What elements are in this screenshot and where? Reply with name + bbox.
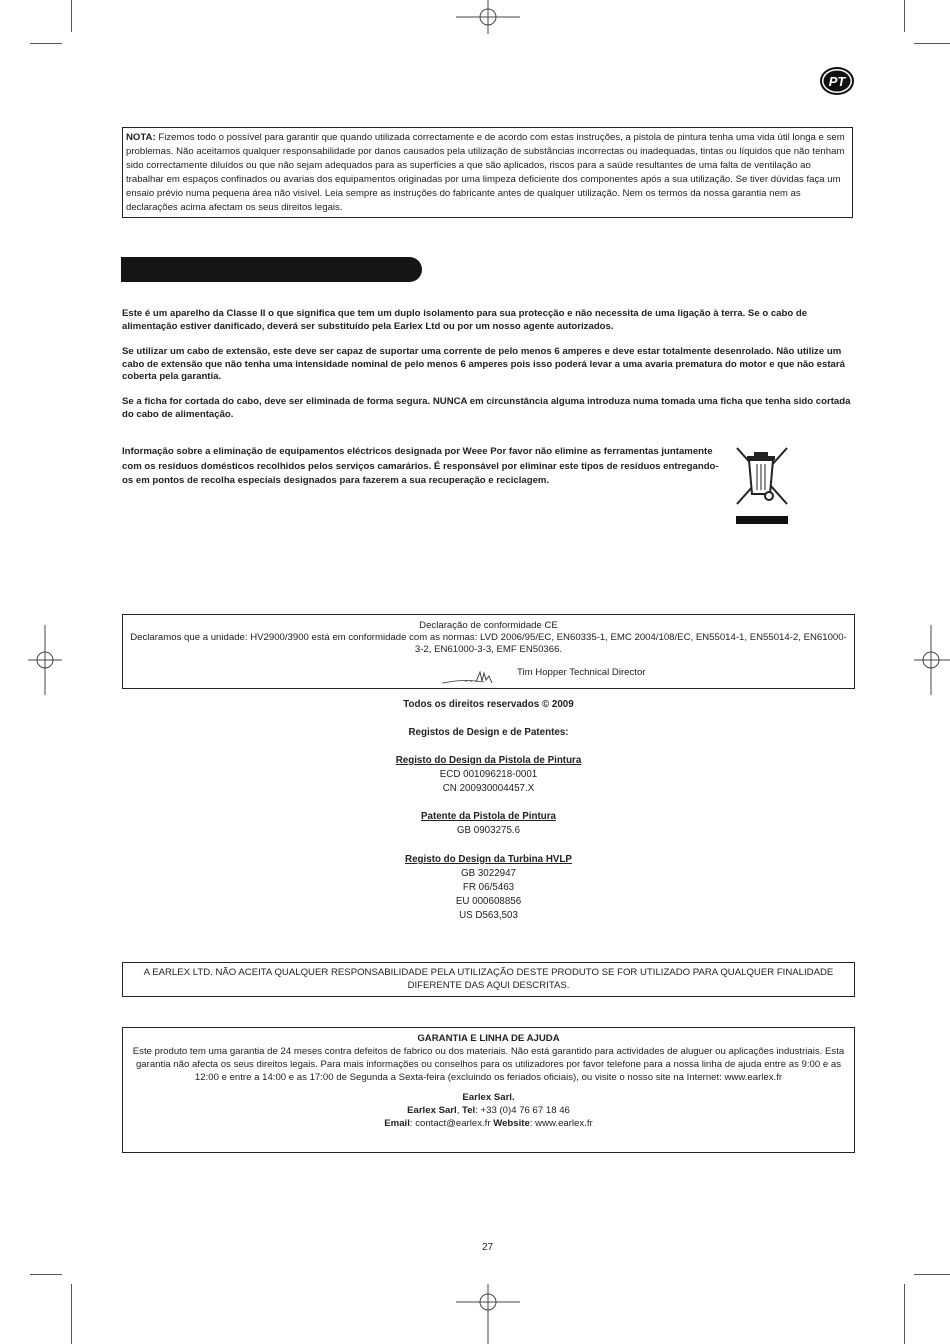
page-number: 27 [481,1242,494,1253]
registration-number: EU 000608856 [455,896,522,907]
crop-mark [914,1274,950,1275]
registration-number: CN 200930004457.X [442,783,535,794]
ce-title: Declaração de conformidade CE [419,620,558,631]
design-turbine-block [122,853,855,923]
crop-mark [30,1274,62,1275]
ce-signer: Tim Hopper Technical Director [517,667,646,678]
language-badge: PT [820,67,854,95]
nota-box [122,127,853,218]
warranty-company: Earlex Sarl. [462,1092,515,1103]
warranty-box [122,1027,855,1153]
warranty-contact-line [124,1117,853,1130]
crossed-out-wheelie-bin-icon [733,444,791,526]
email-label: Email [384,1118,410,1129]
tel-value: : +33 (0)4 76 67 18 46 [475,1105,570,1116]
tel-label: Tel [462,1105,476,1116]
nota-label: NOTA: [126,132,156,143]
registrations-heading: Registos de Design e de Patentes: [408,727,569,738]
registration-number: US D563,503 [459,910,518,921]
registration-mark-top [452,0,524,36]
warranty-tel-line: Earlex Sarl, Tel: +33 (0)4 76 67 18 46 [407,1105,570,1116]
registration-number: GB 3022947 [460,868,517,879]
crop-mark [71,1284,72,1344]
warranty-text: Este produto tem uma garantia de 24 meses contra defeitos de fabrico ou dos materiais. Não está garantido para actividades de aluguer ou aplicações industriais. Esta garantia não afecta os seus direitos legais. Para mais informações ou conselhos para os utilizadores por favor telefone para a nossa linha de ajuda entre as 9:00 e as 12:00 e entre a 14:00 e as 17:00 de Segunda a Sexta-feira (excluindo os feriados oficiais), ou visite o nosso site na Internet: www.earlex.fr [132,1046,845,1083]
registration-number: FR 06/5463 [462,882,515,893]
website-value: : www.earlex.fr [529,1118,593,1129]
signature-icon [440,664,500,686]
email-value: : contact@earlex.fr [409,1118,494,1129]
crop-mark [30,43,62,44]
rights-reserved: Todos os direitos reservados © 2009 [403,699,574,710]
nota-text: Fizemos todo o possível para garantir que quando utilizada correctamente e de acordo com estas instruções, a pistola de pintura tenha uma vida útil longa e sem problemas. Não aceitamos qualquer responsabilidade por danos causados pela utilização de substâncias incorrectas ou inadequadas, tintas ou líquidos que não tenham sido correctamente diluídos ou que não sejam adequados para as superfícies a que são aplicados, riscos para a saúde resultantes de uma falta de ventilação ao trabalhar em espaços confinados ou avarias dos equipamentos originadas por uma limpeza deficiente dos componentes após a sua utilização. Se tiver dúvidas faça um ensaio prévio numa pequena área não visível. Leia sempre as instruções do fabricante antes de qualquer utilização. Nem os termos da nossa garantia nem as declarações acima afectam os seus direitos legais. [126,132,845,213]
warranty-title: GARANTIA E LINHA DE AJUDA [417,1033,560,1044]
design-turbine-heading: Registo do Design da Turbina HVLP [405,854,572,865]
tel-company: Earlex Sarl [407,1105,457,1116]
registration-number: ECD 001096218-0001 [439,769,538,780]
crop-mark [71,0,72,32]
electrical-para-1: Este é um aparelho da Classe II o que significa que tem um duplo isolamento para sua protecção e não necessita de uma ligação à terra. Se o cabo de alimentação estiver danificado, deverá ser substituído pela Earlex Ltd ou por um nosso agente autorizados. [122,308,808,332]
registration-number: GB 0903275.6 [456,825,521,836]
registration-mark-bottom [452,1284,524,1344]
website-label: Website [493,1118,530,1129]
crop-mark [904,0,905,32]
registration-mark-left [28,625,64,695]
crop-mark [914,43,950,44]
weee-text: Informação sobre a eliminação de equipamentos eléctricos designada por Weee Por favor não elimine as ferramentas juntamente com os resíduos domésticos recolhidos pelos serviços camarários. É responsável por eliminar este tipos de resíduos entregando-os em pontos de recolha especiais designados para fazerem a sua recuperação e reciclagem. [122,446,719,487]
electrical-para-3: Se a ficha for cortada do cabo, deve ser eliminada de forma segura. NUNCA em circunstância alguma introduza numa tomada uma ficha que tenha sido cortada do cabo de alimentação. [122,396,851,420]
crop-mark [904,1284,905,1344]
disclaimer-box: A EARLEX LTD. NÃO ACEITA QUALQUER RESPONSABILIDADE PELA UTILIZAÇÃO DESTE PRODUTO SE FOR UTILIZADO PARA QUALQUER FINALIDADE DIFERENTE DAS AQUI DESCRITAS. [122,962,855,997]
registration-mark-right [912,625,950,695]
electrical-para-2: Se utilizar um cabo de extensão, este deve ser capaz de suportar uma corrente de pelo menos 6 amperes e deve estar totalmente desenrolado. Não utilize um cabo de extensão que não tenha uma intensidade nominal de pelo menos 6 amperes pois isso poderá levar a uma avaria prematura do motor e que não estará coberta pela garantia. [122,346,845,382]
design-gun-block [122,754,855,796]
ce-text: Declaramos que a unidade: HV2900/3900 está em conformidade com as normas: LVD 2006/95/EC, EN60335-1, EMC 2004/108/EC, EN55014-1, EN55014-2, EN61000-3-2, EN61000-3-3, EMF EN50366. [130,632,847,655]
ce-declaration-box [122,614,855,689]
design-gun-heading: Registo do Design da Pistola de Pintura [395,755,582,766]
section-heading-bar [121,257,422,282]
patent-gun-heading: Patente da Pistola de Pintura [420,811,556,822]
patent-gun-block [122,810,855,838]
